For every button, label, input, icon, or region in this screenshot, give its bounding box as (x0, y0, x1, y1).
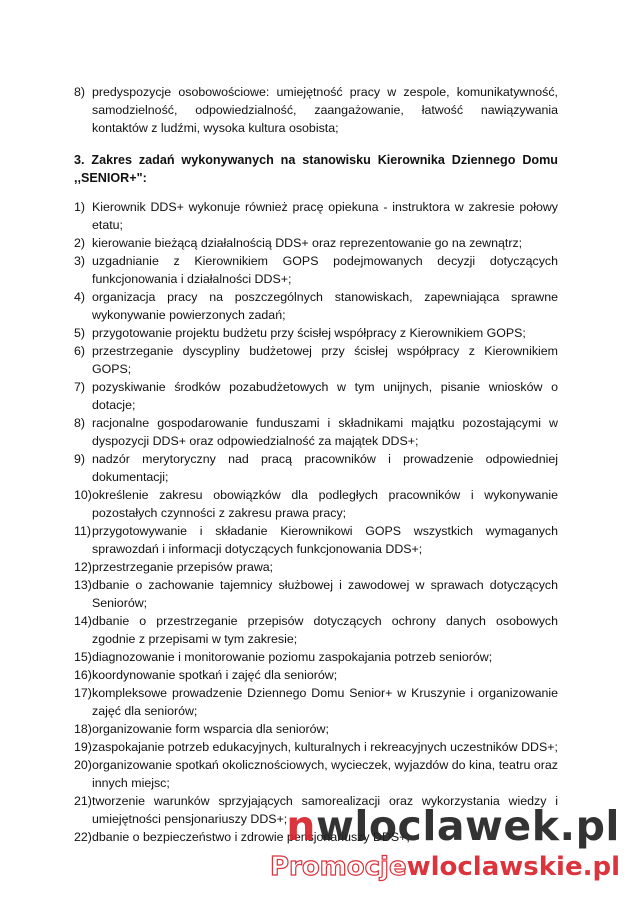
list-item (74, 198, 558, 234)
watermark-logo (286, 802, 620, 850)
item-number: 8) (74, 85, 86, 99)
item-number: 3) (74, 254, 86, 268)
list-item (74, 612, 558, 648)
list-item (74, 288, 558, 324)
item-number: 8) (74, 416, 86, 430)
item-number: 15) (74, 650, 92, 664)
item-text: określenie zakresu obowiązków dla podległych pracowników i wykonywanie pozostałych czynności z zakresu prawa pracy; (92, 488, 558, 520)
item-text: kierowanie bieżącą działalnością DDS+ oraz reprezentowanie go na zewnątrz; (92, 236, 523, 250)
list-item (74, 648, 558, 666)
item-text: organizowanie form wsparcia dla seniorów; (92, 722, 329, 736)
item-text: dbanie o przestrzeganie przepisów dotyczących ochrony danych osobowych zgodnie z przepisami w tym zakresie; (92, 614, 558, 646)
watermark-part: wloclawskie.pl (406, 852, 620, 882)
list-item (74, 756, 558, 792)
watermark-part: wloclawek.pl (315, 802, 620, 850)
item-text: organizacja pracy na poszczególnych stanowiskach, zapewniająca sprawne wykonywanie powierzonych zadań; (92, 290, 558, 322)
list-item (74, 234, 558, 252)
item-text: dbanie o zachowanie tajemnicy służbowej i zawodowej w sprawach dotyczących Seniorów; (92, 578, 558, 610)
item-number: 19) (74, 740, 92, 754)
item-text: Kierownik DDS+ wykonuje również pracę opiekuna - instruktora w zakresie połowy etatu; (92, 200, 558, 232)
list-item (74, 522, 558, 558)
list-item (74, 684, 558, 720)
list-item (74, 342, 558, 378)
list-item (74, 720, 558, 738)
list-item (74, 558, 558, 576)
item-number: 22) (74, 830, 92, 844)
list-item (74, 486, 558, 522)
item-text: racjonalne gospodarowanie funduszami i składnikami majątku pozostającymi w dyspozycji DDS+ oraz odpowiedzialność za majątek DDS+; (92, 416, 558, 448)
item-text: przestrzeganie przepisów prawa; (92, 560, 274, 574)
qualifications-list (74, 83, 558, 137)
list-item (74, 666, 558, 684)
item-text: tworzenie warunków sprzyjających samorealizacji oraz wykorzystania wiedzy i umiejętności pensjonariuszy DDS+; (92, 794, 558, 826)
item-text: przestrzeganie dyscypliny budżetowej przy ścisłej współpracy z Kierownikiem GOPS; (92, 344, 558, 376)
item-number: 20) (74, 758, 92, 772)
item-text: uzgadnianie z Kierownikiem GOPS podejmowanych decyzji dotyczących funkcjonowania i działalności DDS+; (92, 254, 558, 286)
list-item (74, 83, 558, 137)
item-number: 11) (74, 524, 91, 538)
item-text: przygotowanie projektu budżetu przy ścisłej współpracy z Kierownikiem GOPS; (92, 326, 526, 340)
item-number: 4) (74, 290, 86, 304)
list-item (74, 450, 558, 486)
watermark-logo-secondary (270, 852, 620, 882)
item-number: 18) (74, 722, 92, 736)
item-number: 9) (74, 452, 86, 466)
item-number: 6) (74, 344, 86, 358)
item-text: nadzór merytoryczny nad pracą pracowników i prowadzenie odpowiedniej dokumentacji; (92, 452, 558, 484)
item-number: 10) (74, 488, 92, 502)
item-number: 13) (74, 578, 92, 592)
section-heading: 3. Zakres zadań wykonywanych na stanowisku Kierownika Dziennego Domu ,,SENIOR+": (74, 153, 558, 185)
item-number: 2) (74, 236, 86, 250)
item-number: 14) (74, 614, 92, 628)
item-text: zaspokajanie potrzeb edukacyjnych, kulturalnych i rekreacyjnych uczestników DDS+; (92, 740, 558, 754)
item-text: przygotowywanie i składanie Kierownikowi GOPS wszystkich wymaganych sprawozdań i informacji dotyczących funkcjonowania DDS+; (92, 524, 558, 556)
item-text: koordynowanie spotkań i zajęć dla seniorów; (92, 668, 338, 682)
list-item (74, 252, 558, 288)
item-text: diagnozowanie i monitorowanie poziomu zaspokajania potrzeb seniorów; (92, 650, 493, 664)
list-item (74, 378, 558, 414)
item-text: kompleksowe prowadzenie Dziennego Domu Senior+ w Kruszynie i organizowanie zajęć dla seniorów; (92, 686, 558, 718)
item-text: organizowanie spotkań okolicznościowych, wycieczek, wyjazdów do kina, teatru oraz innych miejsc; (92, 758, 558, 790)
item-number: 17) (74, 686, 92, 700)
item-number: 5) (74, 326, 86, 340)
item-text: dbanie o bezpieczeństwo i zdrowie pensjonariuszy DDS+; (92, 830, 410, 844)
watermark-part: n (286, 802, 316, 850)
watermark-part: Promocje (269, 852, 407, 882)
item-number: 21) (74, 794, 92, 808)
list-item (74, 324, 558, 342)
duties-list (74, 198, 558, 846)
list-item (74, 414, 558, 450)
item-number: 12) (74, 560, 92, 574)
item-number: 1) (74, 200, 86, 214)
item-text: pozyskiwanie środków pozabudżetowych w tym unijnych, pisanie wniosków o dotacje; (92, 380, 558, 412)
list-item (74, 738, 558, 756)
item-number: 16) (74, 668, 92, 682)
list-item (74, 576, 558, 612)
item-text: predyspozycje osobowościowe: umiejętność pracy w zespole, komunikatywność, samodzielność, odpowiedzialność, zaangażowanie, łatwość nawiązywania kontaktów z ludźmi, wysoka kultura osobista; (92, 85, 558, 135)
item-number: 7) (74, 380, 86, 394)
